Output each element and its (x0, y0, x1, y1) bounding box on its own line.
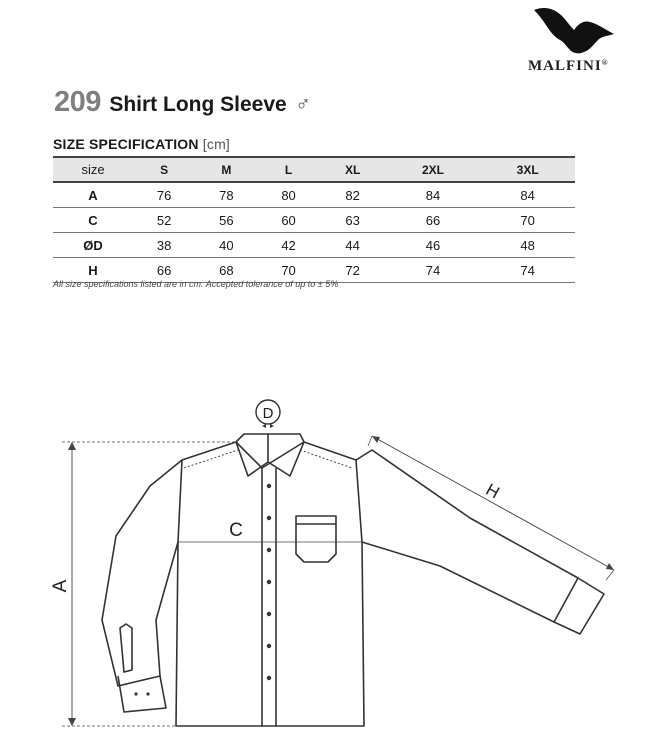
table-cell: 84 (520, 187, 535, 203)
table-cell: 80 (281, 187, 296, 203)
table-cell: 60 (281, 212, 296, 228)
table-row (53, 208, 575, 233)
table-cell: 72 (345, 262, 360, 278)
male-gender-icon: ♂ (295, 93, 311, 116)
header-cell: XL (344, 162, 361, 177)
shirt-placket (262, 468, 276, 726)
table-cell: 66 (425, 212, 441, 228)
table-cell: 56 (219, 212, 234, 228)
malfini-logo (522, 4, 632, 76)
table-cell: 52 (156, 212, 172, 228)
table-cell: 40 (219, 237, 234, 253)
shirt-buttons (134, 484, 271, 696)
dim-c-label: C (229, 520, 243, 541)
header-cell: L (284, 162, 293, 177)
row-label: ØD (83, 237, 103, 253)
left-cuff (118, 676, 166, 712)
header-cell: size (81, 162, 105, 177)
table-header-row (53, 157, 575, 182)
header-cell: S (160, 162, 169, 177)
size-spec-table (53, 156, 575, 283)
table-cell: 48 (520, 237, 535, 253)
tolerance-note: All size specifications listed are in cm. Accepted tolerance of up to ± 5% (53, 279, 339, 289)
left-sleeve (102, 460, 182, 686)
shirt-measurement-diagram (0, 390, 666, 737)
table-cell: 84 (425, 187, 441, 203)
table-cell: 78 (219, 187, 234, 203)
table-row (53, 182, 575, 208)
table-cell: 66 (156, 262, 172, 278)
table-cell: 42 (281, 237, 296, 253)
product-number: 209 (54, 86, 101, 118)
header-cell: M (221, 162, 232, 177)
spec-unit: [cm] (202, 136, 231, 152)
table-cell: 70 (520, 212, 535, 228)
table-cell: 70 (281, 262, 296, 278)
dim-d-label: D (262, 405, 274, 422)
shirt-collar (236, 434, 304, 476)
table-cell: 63 (345, 212, 360, 228)
brand-name: MALFINI® (528, 58, 609, 74)
dim-h-label: H (482, 479, 503, 503)
right-cuff (554, 578, 604, 634)
table-cell: 38 (156, 237, 172, 253)
shirt-pocket (296, 516, 336, 562)
table-row (53, 233, 575, 258)
table-cell: 82 (345, 187, 360, 203)
header-cell: 2XL (421, 162, 444, 177)
row-label: H (88, 262, 98, 278)
row-label: A (88, 187, 98, 203)
right-sleeve (356, 450, 578, 622)
product-name: Shirt Long Sleeve (109, 93, 287, 116)
spec-heading: SIZE SPECIFICATION [cm] (53, 136, 231, 152)
table-cell: 76 (156, 187, 172, 203)
eagle-icon (530, 4, 620, 56)
dim-a-label: A (50, 579, 71, 593)
table-cell: 46 (425, 237, 441, 253)
table-cell: 68 (219, 262, 234, 278)
dim-h-line (372, 436, 614, 570)
table-cell: 44 (345, 237, 360, 253)
table-cell: 74 (520, 262, 535, 278)
row-label: C (88, 212, 98, 228)
product-title (54, 86, 311, 119)
header-cell: 3XL (516, 162, 539, 177)
table-cell: 74 (425, 262, 441, 278)
